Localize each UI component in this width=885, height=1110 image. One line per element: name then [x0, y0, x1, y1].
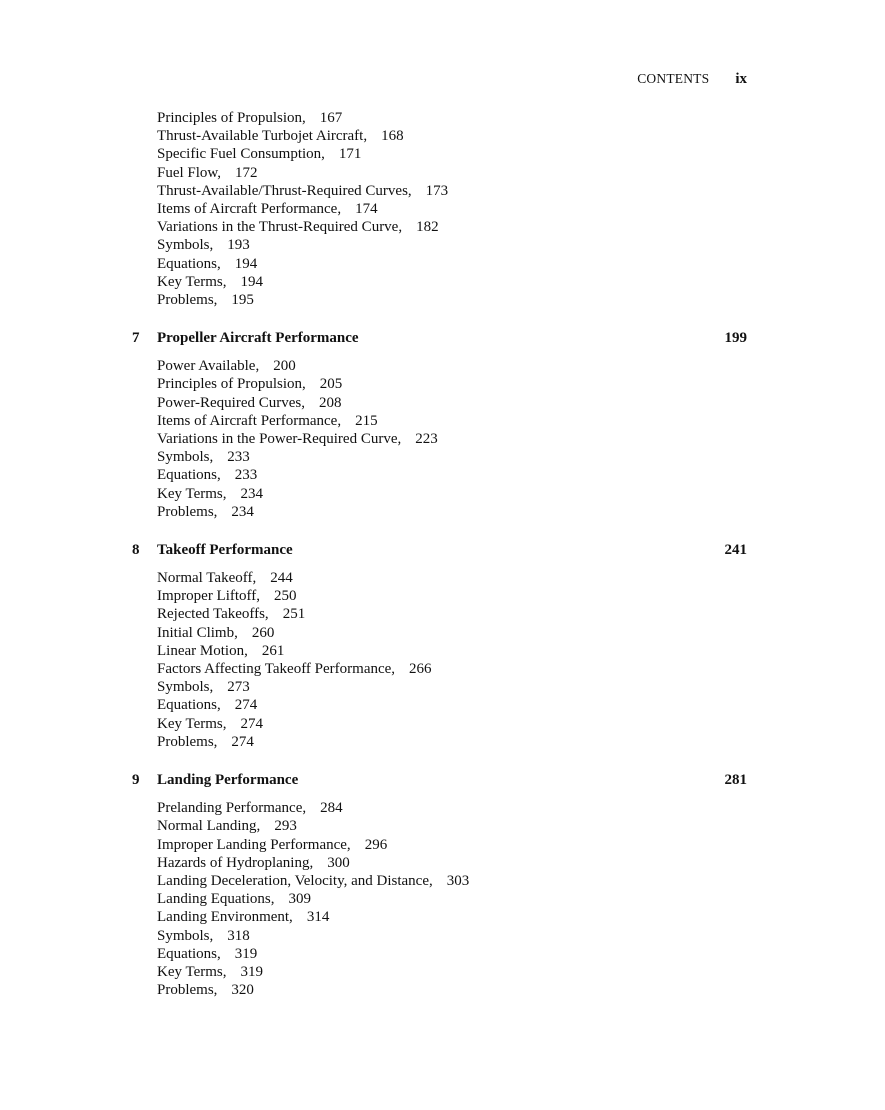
chapter-entry-list: [0, 799, 885, 999]
chapter-heading: [0, 329, 885, 347]
toc-entry-title: Key Terms,: [157, 485, 227, 502]
toc-entry: [157, 109, 885, 127]
table-of-contents: [0, 109, 885, 999]
toc-entry: [157, 485, 885, 503]
toc-entry: [157, 291, 885, 309]
toc-entry: [157, 145, 885, 163]
toc-entry-page: 319: [240, 963, 263, 980]
toc-entry-page: 314: [306, 909, 330, 926]
toc-entry: [157, 357, 885, 375]
toc-entry-page: 182: [416, 219, 439, 236]
toc-entry: [157, 817, 885, 835]
toc-entry-page: 172: [235, 164, 258, 181]
toc-entry: [157, 394, 885, 412]
toc-entry-page: 320: [231, 982, 254, 999]
toc-entry-title: Rejected Takeoffs,: [157, 606, 269, 623]
toc-entry-title: Normal Landing,: [157, 818, 261, 835]
toc-entry: [157, 836, 885, 854]
toc-entry-title: Symbols,: [157, 237, 214, 254]
chapter-list: [0, 329, 885, 999]
chapter-title: Landing Performance: [157, 772, 299, 789]
toc-entry-page: 208: [319, 394, 342, 411]
toc-entry-title: Prelanding Performance,: [157, 800, 307, 817]
toc-entry: [157, 890, 885, 908]
toc-entry: [157, 715, 885, 733]
toc-entry-title: Key Terms,: [157, 963, 227, 980]
toc-entry: [157, 981, 885, 999]
toc-entry-page: 266: [409, 661, 432, 678]
toc-entry: [157, 466, 885, 484]
toc-entry-page: 194: [240, 273, 263, 290]
toc-entry: [157, 642, 885, 660]
toc-entry: [157, 273, 885, 291]
toc-entry-title: Landing Environment,: [157, 909, 293, 926]
toc-entry: [157, 182, 885, 200]
toc-entry-page: 193: [227, 237, 250, 254]
toc-entry-page: 296: [364, 836, 388, 853]
toc-entry-page: 233: [227, 449, 250, 466]
toc-entry-page: 274: [240, 715, 263, 732]
toc-entry-title: Thrust-Available/Thrust-Required Curves,: [157, 182, 412, 199]
chapter-heading: [0, 771, 885, 789]
toc-entry-page: 234: [240, 485, 263, 502]
toc-entry: [157, 945, 885, 963]
toc-entry: [157, 799, 885, 817]
chapter-title: Takeoff Performance: [157, 542, 293, 559]
toc-entry-title: Equations,: [157, 467, 221, 484]
toc-entry-page: 194: [234, 255, 258, 272]
toc-entry-title: Problems,: [157, 292, 218, 309]
toc-entry: [157, 503, 885, 521]
toc-entry-page: 168: [381, 128, 404, 145]
running-head-page-number: ix: [735, 71, 747, 87]
toc-entry-title: Items of Aircraft Performance,: [157, 412, 342, 429]
toc-entry-title: Equations,: [157, 697, 221, 714]
toc-entry-page: 261: [261, 642, 285, 659]
chapter-title: Propeller Aircraft Performance: [157, 330, 359, 347]
toc-entry-title: Initial Climb,: [157, 624, 238, 641]
toc-entry-title: Equations,: [157, 255, 221, 272]
toc-entry-title: Specific Fuel Consumption,: [157, 146, 325, 163]
toc-entry-title: Power Available,: [157, 358, 260, 375]
toc-entry-title: Improper Landing Performance,: [157, 836, 351, 853]
toc-entry: [157, 200, 885, 218]
toc-entry-page: 284: [320, 800, 343, 817]
toc-entry-page: 223: [415, 431, 438, 448]
toc-entry-page: 244: [270, 570, 293, 587]
toc-entry: [157, 412, 885, 430]
toc-entry-page: 260: [251, 624, 275, 641]
toc-entry-title: Variations in the Thrust-Required Curve,: [157, 219, 403, 236]
toc-entry-page: 303: [446, 872, 470, 889]
toc-entry-title: Power-Required Curves,: [157, 394, 306, 411]
toc-entry: [157, 908, 885, 926]
toc-entry: [157, 733, 885, 751]
toc-entry-page: 215: [355, 412, 378, 429]
chapter-page-number: 281: [724, 772, 747, 789]
toc-entry: [157, 872, 885, 890]
toc-entry-title: Symbols,: [157, 679, 214, 696]
toc-entry-title: Fuel Flow,: [157, 164, 222, 181]
toc-entry: [157, 164, 885, 182]
toc-entry: [157, 375, 885, 393]
toc-entry: [157, 255, 885, 273]
running-head-label: CONTENTS: [637, 71, 710, 86]
toc-entry: [157, 624, 885, 642]
toc-entry-title: Landing Equations,: [157, 891, 275, 908]
toc-entry-page: 250: [274, 588, 297, 605]
toc-entry-page: 318: [227, 927, 250, 944]
chapter-number: 7: [132, 330, 140, 347]
chapter-page-number: 241: [724, 542, 747, 559]
chapter-entry-list: [0, 357, 885, 521]
toc-entry-title: Key Terms,: [157, 273, 227, 290]
toc-entry-page: 173: [425, 182, 449, 199]
toc-entry: [157, 218, 885, 236]
toc-entry-title: Linear Motion,: [157, 642, 248, 659]
toc-entry-title: Principles of Propulsion,: [157, 376, 306, 393]
toc-entry-title: Problems,: [157, 733, 218, 750]
toc-entry-title: Symbols,: [157, 927, 214, 944]
toc-entry: [157, 854, 885, 872]
toc-entry-title: Factors Affecting Takeoff Performance,: [157, 661, 396, 678]
toc-entry-title: Variations in the Power-Required Curve,: [157, 431, 402, 448]
toc-entry: [157, 696, 885, 714]
toc-entry-title: Problems,: [157, 982, 218, 999]
toc-entry: [157, 430, 885, 448]
toc-entry-page: 233: [234, 467, 258, 484]
toc-entry-title: Principles of Propulsion,: [157, 110, 306, 126]
chapter-page-number: 199: [724, 330, 747, 347]
running-head: [0, 70, 747, 89]
continued-entry-list: [0, 109, 885, 309]
toc-entry-page: 205: [319, 376, 343, 393]
toc-entry: [157, 448, 885, 466]
toc-entry-title: Equations,: [157, 945, 221, 962]
toc-entry-page: 300: [327, 854, 350, 871]
toc-entry-title: Problems,: [157, 503, 218, 520]
toc-entry-title: Items of Aircraft Performance,: [157, 201, 342, 218]
toc-entry-title: Improper Liftoff,: [157, 588, 261, 605]
toc-entry: [157, 660, 885, 678]
toc-entry-page: 251: [282, 606, 306, 623]
toc-entry-page: 174: [355, 201, 378, 218]
toc-entry-title: Thrust-Available Turbojet Aircraft,: [157, 128, 368, 145]
toc-entry: [157, 927, 885, 945]
toc-entry: [157, 605, 885, 623]
chapter-number: 9: [132, 772, 140, 789]
toc-entry-title: Key Terms,: [157, 715, 227, 732]
toc-entry: [157, 678, 885, 696]
toc-entry: [157, 587, 885, 605]
toc-entry-title: Normal Takeoff,: [157, 570, 257, 587]
chapter-number: 8: [132, 542, 140, 559]
toc-entry: [157, 963, 885, 981]
toc-entry-page: 234: [231, 503, 254, 520]
toc-entry-page: 273: [227, 679, 250, 696]
toc-entry-page: 309: [288, 891, 311, 908]
toc-entry: [157, 236, 885, 254]
toc-entry-page: 319: [234, 945, 258, 962]
toc-entry-page: 171: [338, 146, 362, 163]
toc-entry-title: Symbols,: [157, 449, 214, 466]
toc-entry-page: 274: [231, 733, 254, 750]
toc-entry-title: Hazards of Hydroplaning,: [157, 854, 314, 871]
toc-entry-page: 167: [319, 110, 343, 126]
toc-entry: [157, 569, 885, 587]
toc-entry-page: 200: [273, 358, 296, 375]
toc-entry-page: 274: [234, 697, 258, 714]
toc-entry: [157, 127, 885, 145]
chapter-heading: [0, 541, 885, 559]
chapter-entry-list: [0, 569, 885, 751]
toc-entry-page: 293: [274, 818, 297, 835]
toc-entry-page: 195: [231, 292, 254, 309]
toc-entry-title: Landing Deceleration, Velocity, and Distance,: [157, 872, 433, 889]
